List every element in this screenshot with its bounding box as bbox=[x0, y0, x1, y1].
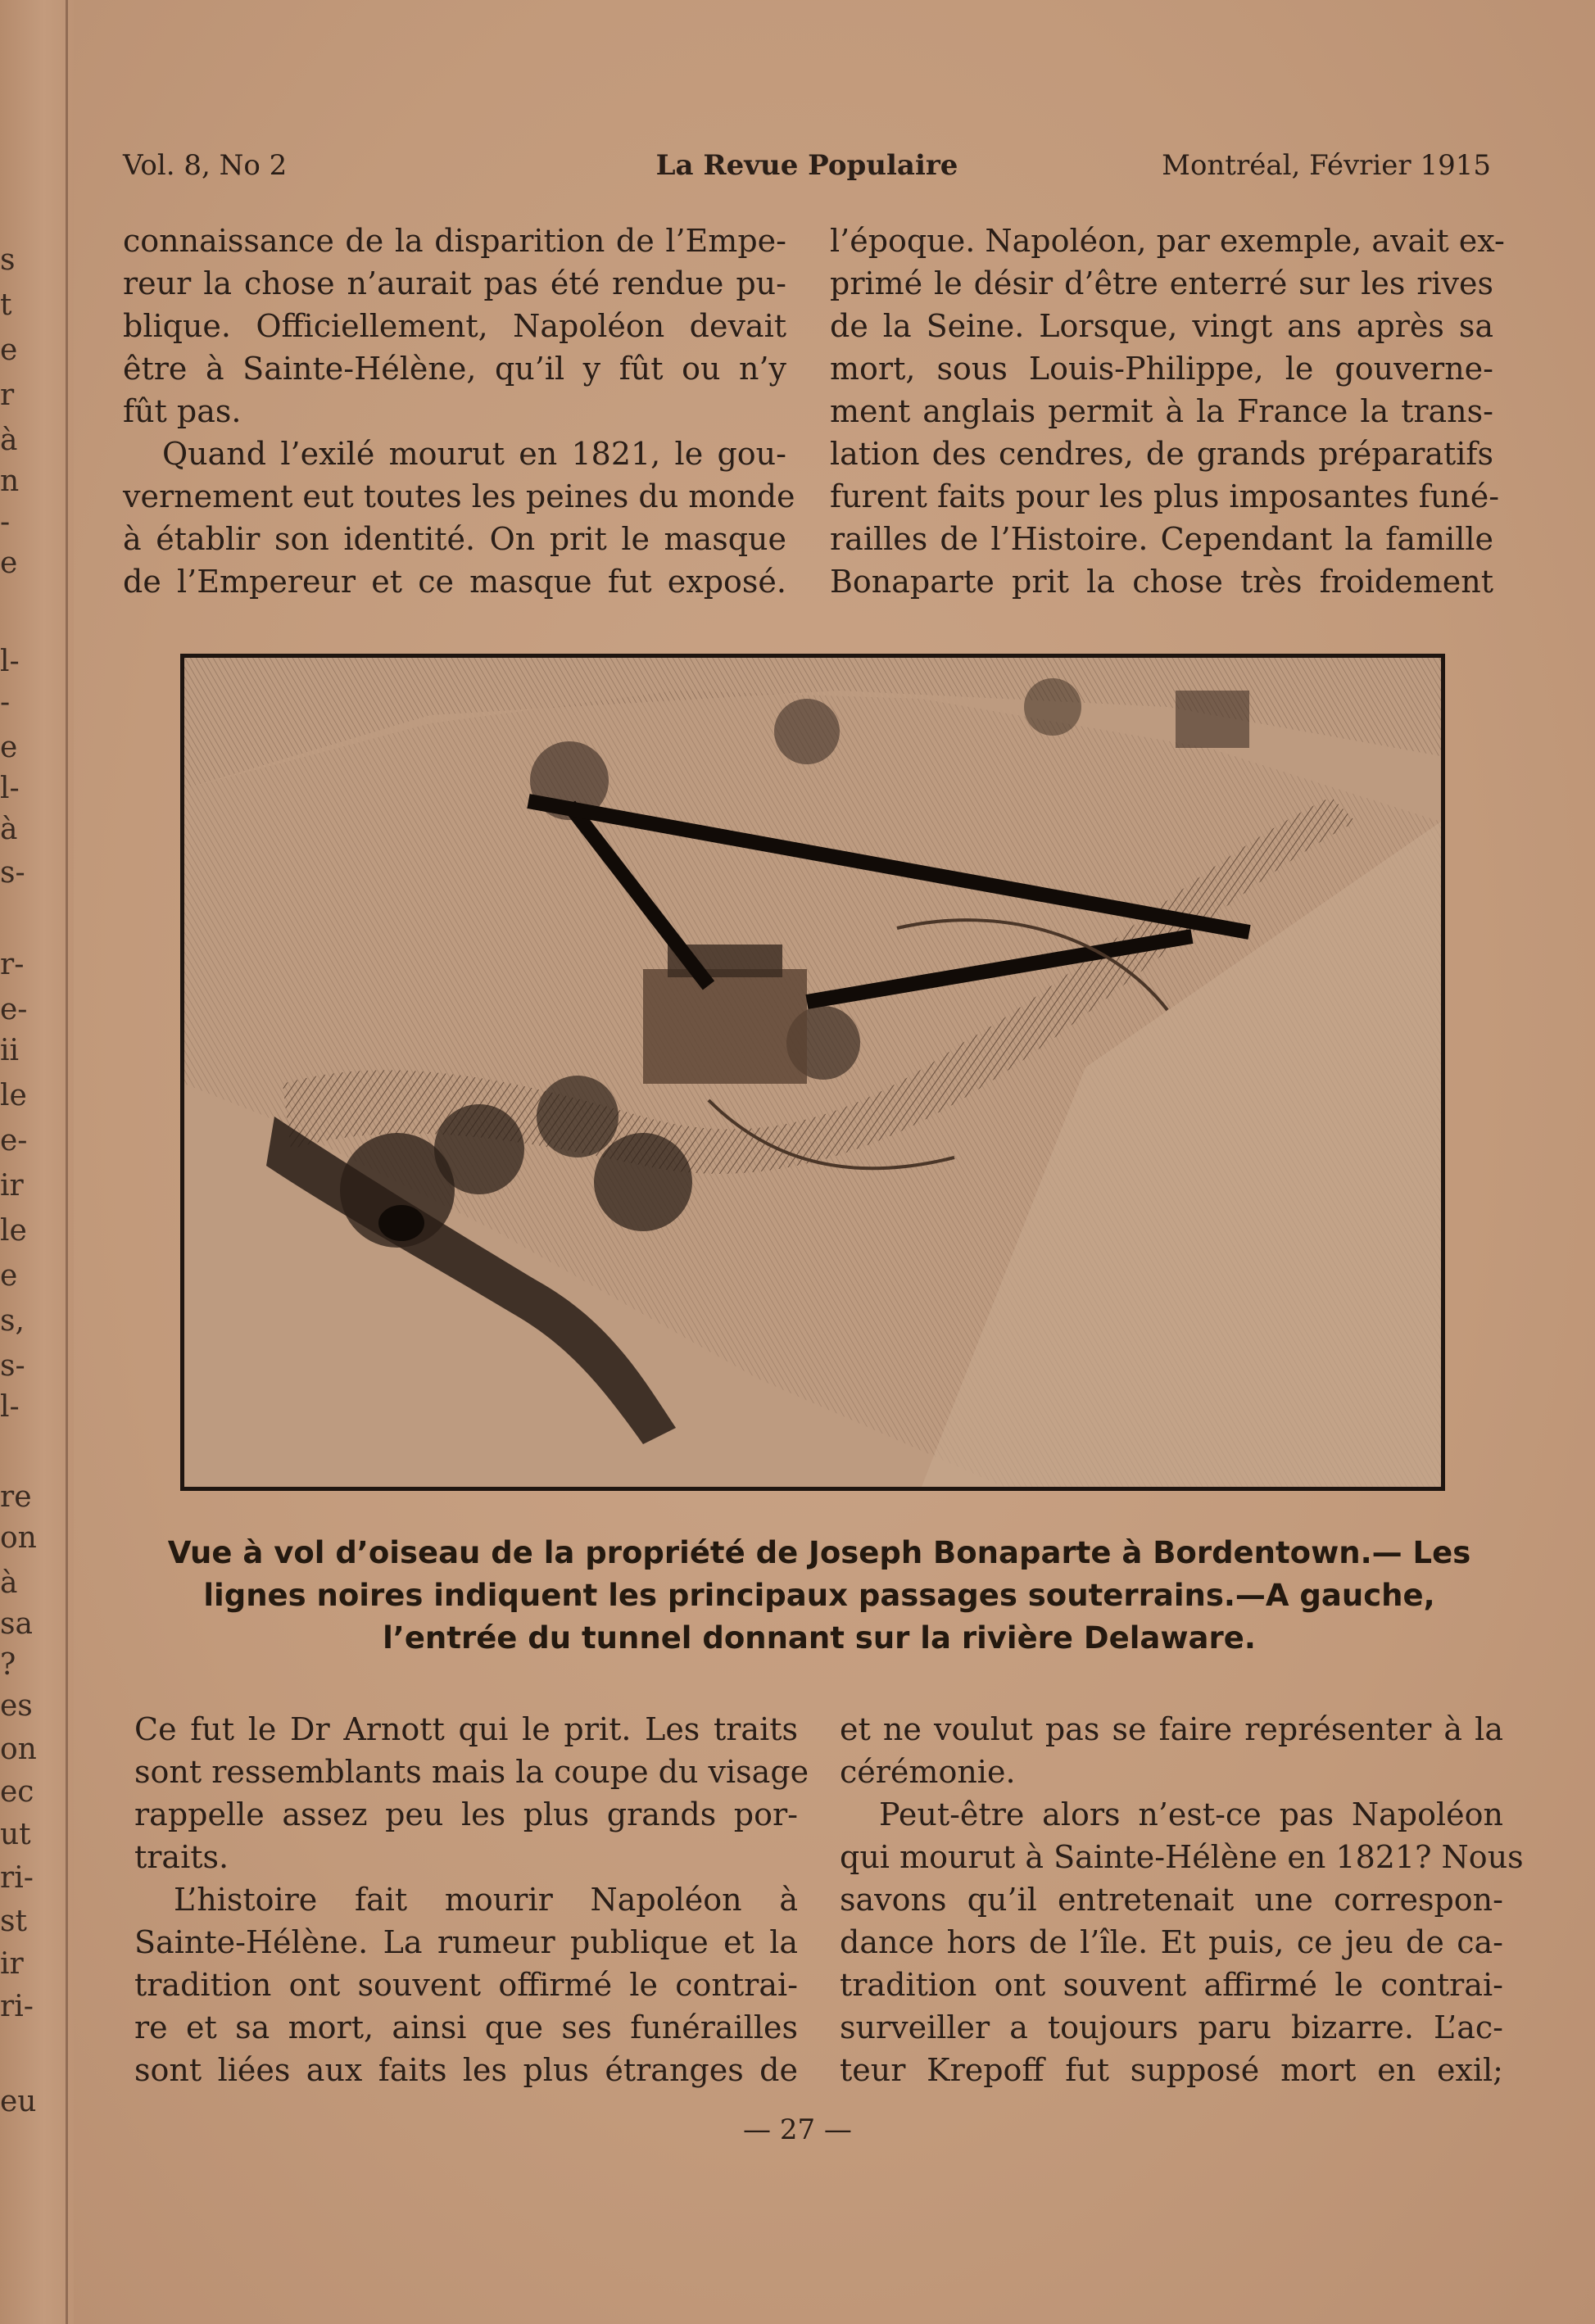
fragment: e- bbox=[0, 993, 28, 1026]
fragment: le bbox=[0, 1214, 27, 1248]
fragment: eu bbox=[0, 2085, 37, 2118]
text-line: Ce fut le Dr Arnott qui le prit. Les traits bbox=[134, 1711, 798, 1747]
fragment: l- bbox=[0, 772, 20, 805]
text-line: primé le désir d’être enterré sur les rives bbox=[830, 265, 1493, 301]
text-line: de l’Empereur et ce masque fut exposé. bbox=[123, 564, 786, 600]
tunnel-entrance bbox=[378, 1205, 424, 1241]
caption-line: l’entrée du tunnel donnant sur la rivière Delaware. bbox=[383, 1620, 1256, 1656]
fragment: l- bbox=[0, 1390, 20, 1424]
top-right-column bbox=[830, 220, 1505, 603]
fragment: e- bbox=[0, 1124, 28, 1157]
text-line: à établir son identité. On prit le masque bbox=[123, 521, 786, 557]
text-line: qui mourut à Sainte-Hélène en 1821? Nous bbox=[840, 1839, 1524, 1875]
text-line: Bonaparte prit la chose très froidement bbox=[830, 564, 1493, 600]
fragment: r- bbox=[0, 948, 25, 981]
fragment: à bbox=[0, 813, 18, 846]
text-line: dance hors de l’île. Et puis, ce jeu de ca- bbox=[840, 1924, 1503, 1960]
caption-line: lignes noires indiquent les principaux passages souterrains.—A gauche, bbox=[203, 1578, 1435, 1613]
fragment: e bbox=[0, 546, 18, 580]
text-line: tradition ont souvent offirmé le contrai- bbox=[134, 1967, 798, 2003]
text-line: connaissance de la disparition de l’Empe- bbox=[123, 223, 786, 259]
text-line: teur Krepoff fut supposé mort en exil; bbox=[840, 2052, 1503, 2088]
text-line: Quand l’exilé mourut en 1821, le gou- bbox=[162, 436, 786, 472]
text-line: sont ressemblants mais la coupe du visage bbox=[134, 1754, 809, 1790]
text-line: railles de l’Histoire. Cependant la famille bbox=[830, 521, 1493, 557]
fragment: s- bbox=[0, 856, 25, 890]
text-line: traits. bbox=[134, 1839, 229, 1875]
fragment: ? bbox=[0, 1648, 16, 1682]
bottom-left-column bbox=[134, 1708, 809, 2091]
fragment: s- bbox=[0, 1349, 25, 1383]
issue-date: Montréal, Février 1915 bbox=[1162, 149, 1491, 182]
fragment: e bbox=[0, 731, 18, 764]
text-line: mort, sous Louis-Philippe, le gouverne- bbox=[830, 351, 1493, 387]
text-line: surveiller a toujours paru bizarre. L’ac- bbox=[840, 2009, 1503, 2045]
fragment: à bbox=[0, 424, 18, 457]
figure-caption bbox=[139, 1532, 1499, 1660]
fragment: - bbox=[0, 505, 11, 539]
fragment: ir bbox=[0, 1169, 24, 1203]
text-line: de la Seine. Lorsque, vingt ans après sa bbox=[830, 308, 1493, 344]
text-line: Sainte-Hélène. La rumeur publique et la bbox=[134, 1924, 798, 1960]
fragment: s, bbox=[0, 1304, 25, 1338]
fragment: ir bbox=[0, 1947, 24, 1981]
fragment: ri- bbox=[0, 1861, 34, 1895]
text-line: tradition ont souvent affirmé le contrai- bbox=[840, 1967, 1503, 2003]
top-left-column bbox=[123, 220, 795, 603]
fragment: l- bbox=[0, 645, 20, 678]
binding-fold-line bbox=[66, 0, 68, 2324]
text-line: cérémonie. bbox=[840, 1754, 1016, 1790]
fragment: - bbox=[0, 686, 11, 719]
text-line: blique. Officiellement, Napoléon devait bbox=[123, 308, 786, 344]
text-line: vernement eut toutes les peines du monde bbox=[123, 478, 795, 514]
fragment: on bbox=[0, 1521, 37, 1555]
fragment: à bbox=[0, 1566, 18, 1600]
fragment: t bbox=[0, 288, 12, 322]
running-header bbox=[123, 149, 1491, 195]
text-line: reur la chose n’aurait pas été rendue pu- bbox=[123, 265, 786, 301]
publication-title: La Revue Populaire bbox=[655, 149, 958, 182]
text-line: L’histoire fait mourir Napoléon à bbox=[174, 1882, 798, 1918]
outbuilding bbox=[1176, 691, 1249, 748]
fragment: re bbox=[0, 1480, 32, 1514]
fragment: e bbox=[0, 1259, 18, 1293]
text-line: lation des cendres, de grands préparatifs bbox=[830, 436, 1493, 472]
fragment: n bbox=[0, 464, 20, 498]
mansion bbox=[643, 969, 807, 1084]
bottom-right-column bbox=[840, 1708, 1524, 2091]
text-line: furent faits pour les plus imposantes funé- bbox=[830, 478, 1500, 514]
text-line: re et sa mort, ainsi que ses funérailles bbox=[134, 2009, 798, 2045]
page-number: — 27 — bbox=[743, 2113, 852, 2146]
fragment: s bbox=[0, 243, 16, 277]
text-line: ment anglais permit à la France la trans- bbox=[830, 393, 1493, 429]
volume-number: Vol. 8, No 2 bbox=[123, 149, 288, 182]
text-line: l’époque. Napoléon, par exemple, avait ex- bbox=[830, 223, 1505, 259]
estate-illustration bbox=[184, 658, 1441, 1487]
fragment: ii bbox=[0, 1034, 20, 1067]
text-line: sont liées aux faits les plus étranges de bbox=[134, 2052, 798, 2088]
aerial-engraving-figure bbox=[180, 654, 1445, 1491]
fragment: st bbox=[0, 1905, 27, 1938]
text-line: fût pas. bbox=[123, 393, 242, 429]
caption-line: Vue à vol d’oiseau de la propriété de Joseph Bonaparte à Bordentown.— Les bbox=[167, 1535, 1471, 1570]
fragment: ut bbox=[0, 1818, 31, 1851]
fragment: e bbox=[0, 333, 18, 367]
text-line: être à Sainte-Hélène, qu’il y fût ou n’y bbox=[123, 351, 786, 387]
text-line: rappelle assez peu les plus grands por- bbox=[134, 1796, 798, 1832]
fragment: ri- bbox=[0, 1990, 34, 2023]
fragment: ec bbox=[0, 1775, 34, 1809]
fragment: sa bbox=[0, 1607, 33, 1641]
fragment: le bbox=[0, 1079, 27, 1112]
text-line: et ne voulut pas se faire représenter à la bbox=[840, 1711, 1503, 1747]
text-line: savons qu’il entretenait une correspon- bbox=[840, 1882, 1503, 1918]
fragment: es bbox=[0, 1689, 33, 1723]
fragment: on bbox=[0, 1733, 37, 1766]
text-line: Peut-être alors n’est-ce pas Napoléon bbox=[879, 1796, 1503, 1832]
fragment: r bbox=[0, 378, 15, 412]
